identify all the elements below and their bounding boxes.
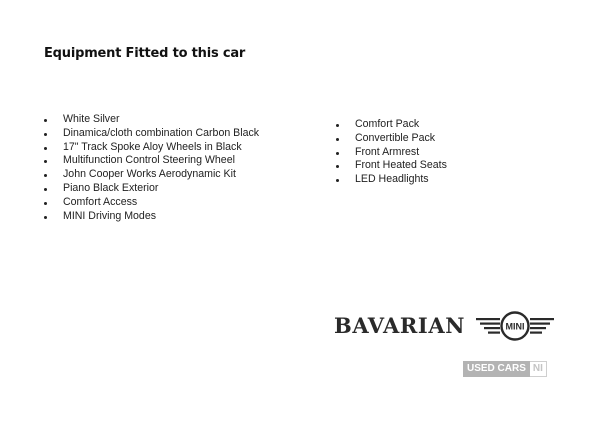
used-cars-badge xyxy=(463,361,547,377)
equipment-item-label: Front Heated Seats xyxy=(355,159,447,172)
bullet-icon xyxy=(44,119,47,122)
bullet-icon xyxy=(44,216,47,219)
bullet-icon xyxy=(336,165,339,168)
equipment-item-label: 17" Track Spoke Aloy Wheels in Black xyxy=(63,140,242,153)
equipment-list-left xyxy=(44,113,259,223)
bullet-icon xyxy=(336,152,339,155)
badge-region: NI xyxy=(530,361,547,377)
equipment-item-label: Dinamica/cloth combination Carbon Black xyxy=(63,126,260,139)
equipment-item xyxy=(44,141,259,155)
bullet-icon xyxy=(336,179,339,182)
equipment-item xyxy=(44,196,259,210)
bullet-icon xyxy=(336,124,339,127)
equipment-item-label: LED Headlights xyxy=(355,173,429,186)
equipment-item xyxy=(336,118,447,132)
bullet-icon xyxy=(44,174,47,177)
equipment-item xyxy=(44,168,259,182)
dealer-logo xyxy=(334,307,556,347)
dealer-wordmark: BAVARIAN xyxy=(334,313,466,338)
equipment-item xyxy=(44,210,259,224)
equipment-item-label: Front Armrest xyxy=(355,145,420,158)
bullet-icon xyxy=(44,202,47,205)
badge-used-cars: USED CARS xyxy=(463,361,530,377)
equipment-item xyxy=(336,132,447,146)
equipment-item xyxy=(336,173,447,187)
mini-logo-text: MINI xyxy=(505,321,525,332)
equipment-item xyxy=(44,113,259,127)
equipment-item-label: Convertible Pack xyxy=(355,131,436,144)
equipment-item xyxy=(44,154,259,168)
equipment-item-label: MINI Driving Modes xyxy=(63,209,157,222)
equipment-item-label: Comfort Access xyxy=(63,195,138,208)
equipment-item-label: White Silver xyxy=(63,113,120,125)
equipment-item xyxy=(44,127,259,141)
equipment-list-right xyxy=(336,118,447,187)
equipment-item-label: Multifunction Control Steering Wheel xyxy=(63,154,235,167)
equipment-item xyxy=(336,159,447,173)
equipment-item-label: John Cooper Works Aerodynamic Kit xyxy=(63,168,236,181)
bullet-icon xyxy=(44,188,47,191)
bullet-icon xyxy=(336,138,339,141)
page-title: Equipment Fitted to this car xyxy=(44,46,246,61)
mini-wings-logo-icon xyxy=(476,307,554,345)
equipment-item-label: Piano Black Exterior xyxy=(63,181,159,194)
bullet-icon xyxy=(44,147,47,150)
bullet-icon xyxy=(44,160,47,163)
equipment-item-label: Comfort Pack xyxy=(355,118,420,130)
equipment-item xyxy=(44,182,259,196)
equipment-item xyxy=(336,146,447,160)
bullet-icon xyxy=(44,133,47,136)
